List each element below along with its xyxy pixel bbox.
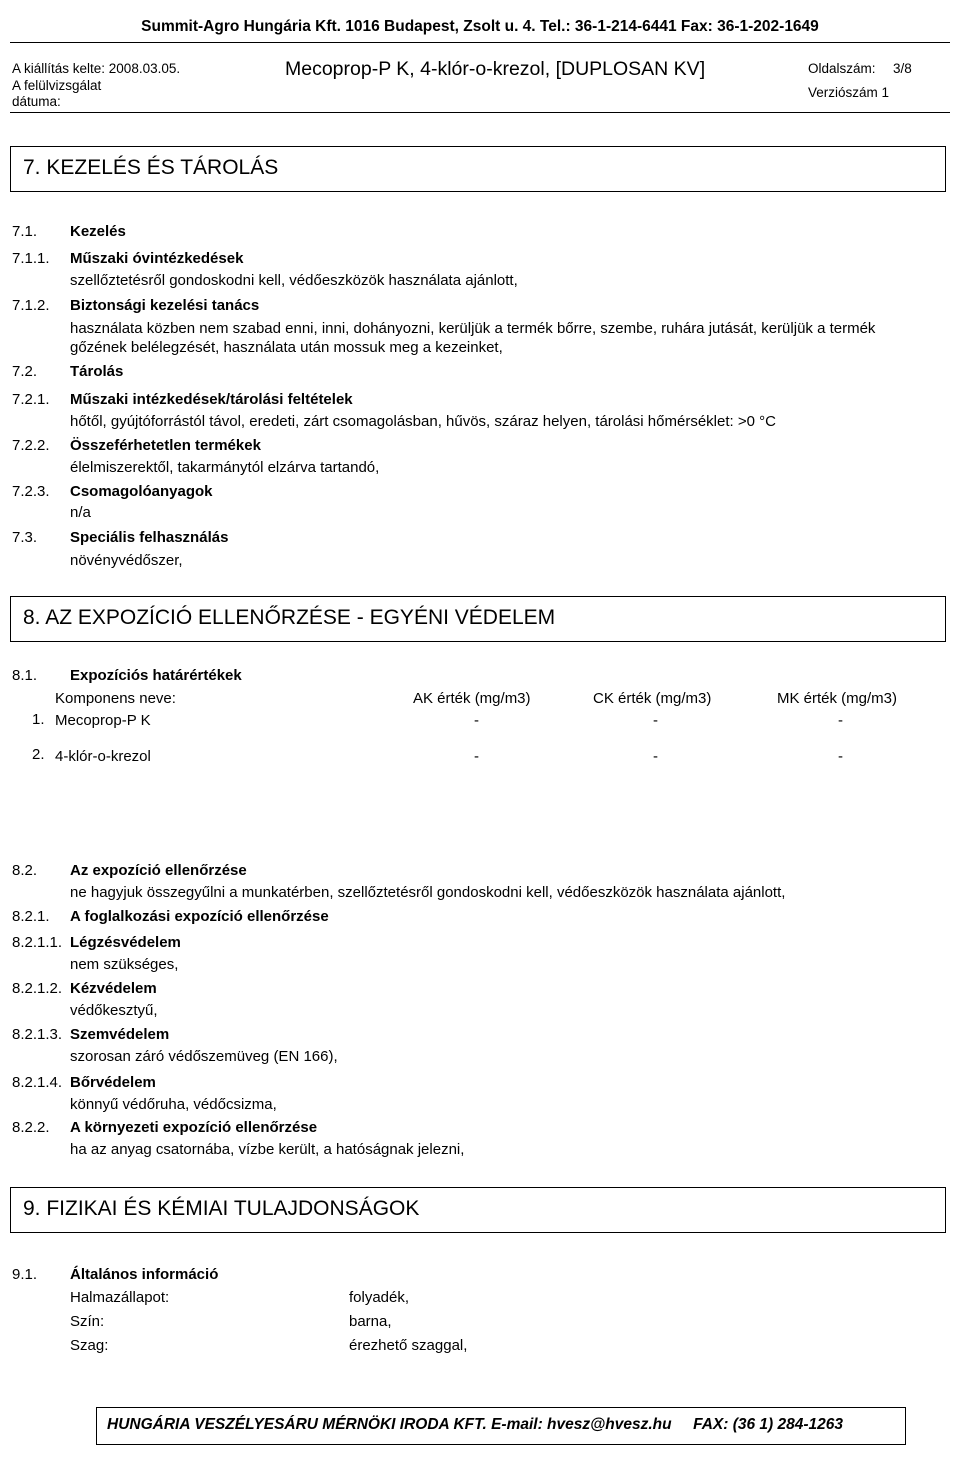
s822-text: ha az anyag csatornába, vízbe került, a hatóságnak jelezni,	[70, 1141, 465, 1158]
property-value: barna,	[349, 1313, 392, 1330]
s71-number: 7.1.	[12, 223, 38, 240]
s72-number: 7.2.	[12, 363, 38, 380]
page-label: Oldalszám:	[808, 61, 876, 76]
s712-title: Biztonsági kezelési tanács	[70, 297, 260, 314]
footer-box	[96, 1407, 906, 1445]
s822-number: 8.2.2.	[12, 1119, 50, 1136]
table-row-index: 2.	[32, 746, 45, 763]
table-row-mk: -	[838, 712, 843, 729]
s722-number: 7.2.2.	[12, 437, 50, 454]
revision-label-date: dátuma:	[12, 94, 61, 109]
s81-title: Expozíciós határértékek	[70, 667, 242, 684]
s73-text: növényvédőszer,	[70, 552, 183, 569]
s723-title: Csomagolóanyagok	[70, 483, 213, 500]
s822-title: A környezeti expozíció ellenőrzése	[70, 1119, 318, 1136]
s8211-number: 8.2.1.1.	[12, 934, 63, 951]
section-7-heading: 7. KEZELÉS ÉS TÁROLÁS	[23, 156, 279, 179]
s8212-title: Kézvédelem	[70, 980, 157, 997]
table-header-mk: MK érték (mg/m3)	[777, 690, 898, 707]
s82-text: ne hagyjuk összegyűlni a munkatérben, szellőztetésről gondoskodni kell, védőeszközök használata ajánlott,	[70, 884, 786, 901]
revision-label: A felülvizsgálat	[12, 78, 102, 93]
header-bottom-divider	[10, 112, 950, 113]
table-header-ck: CK érték (mg/m3)	[593, 690, 712, 707]
property-label: Szag:	[70, 1337, 109, 1354]
property-label: Szín:	[70, 1313, 105, 1330]
s73-number: 7.3.	[12, 529, 38, 546]
s721-number: 7.2.1.	[12, 391, 50, 408]
property-label: Halmazállapot:	[70, 1289, 170, 1306]
s91-number: 9.1.	[12, 1266, 38, 1283]
table-row-ck: -	[653, 712, 658, 729]
s81-number: 8.1.	[12, 667, 38, 684]
section-9-heading: 9. FIZIKAI ÉS KÉMIAI TULAJDONSÁGOK	[23, 1197, 420, 1220]
header-divider	[10, 42, 950, 43]
s712-text-line1: használata közben nem szabad enni, inni, dohányozni, kerüljük a termék bőrre, szembe, ruhára jutását, kerüljük a termék	[70, 320, 876, 337]
table-row-index: 1.	[32, 711, 45, 728]
property-value: érezhető szaggal,	[349, 1337, 468, 1354]
s711-number: 7.1.1.	[12, 250, 50, 267]
version-number: Verziószám 1	[808, 85, 890, 100]
s8213-text: szorosan záró védőszemüveg (EN 166),	[70, 1048, 338, 1065]
table-row-ak: -	[474, 748, 479, 765]
company-line: Summit-Agro Hungária Kft. 1016 Budapest, Zsolt u. 4. Tel.: 36-1-214-6441 Fax: 36-1-202-1649	[141, 18, 819, 35]
table-row-mk: -	[838, 748, 843, 765]
s721-title: Műszaki intézkedések/tárolási feltételek	[70, 391, 353, 408]
table-row-ck: -	[653, 748, 658, 765]
s82-title: Az expozíció ellenőrzése	[70, 862, 247, 879]
table-row-name: Mecoprop-P K	[55, 712, 151, 729]
table-row-ak: -	[474, 712, 479, 729]
s8212-number: 8.2.1.2.	[12, 980, 63, 997]
s711-text: szellőztetésről gondoskodni kell, védőeszközök használata ajánlott,	[70, 272, 518, 289]
s723-text: n/a	[70, 504, 91, 521]
s82-number: 8.2.	[12, 862, 38, 879]
s8214-number: 8.2.1.4.	[12, 1074, 63, 1091]
section-7-heading-box	[10, 146, 946, 192]
s91-title: Általános információ	[70, 1266, 219, 1283]
section-9-heading-box	[10, 1187, 946, 1233]
page-number: 3/8	[893, 61, 912, 76]
s8211-text: nem szükséges,	[70, 956, 179, 973]
s8211-title: Légzésvédelem	[70, 934, 181, 951]
s722-title: Összeférhetetlen termékek	[70, 437, 261, 454]
table-header-ak: AK érték (mg/m3)	[413, 690, 531, 707]
s72-title: Tárolás	[70, 363, 124, 380]
s722-text: élelmiszerektől, takarmánytól elzárva tartandó,	[70, 459, 380, 476]
s721-text: hőtől, gyújtóforrástól távol, eredeti, zárt csomagolásban, hűvös, száraz helyen, tárolási hőmérséklet: >0 °C	[70, 413, 776, 430]
s712-number: 7.1.2.	[12, 297, 50, 314]
property-value: folyadék,	[349, 1289, 410, 1306]
s71-title: Kezelés	[70, 223, 126, 240]
footer-text: HUNGÁRIA VESZÉLYESÁRU MÉRNÖKI IRODA KFT. E-mail: hvesz@hvesz.hu FAX: (36 1) 284-1263	[107, 1416, 844, 1433]
issue-date: A kiállítás kelte: 2008.03.05.	[12, 61, 181, 76]
section-8-heading-box	[10, 596, 946, 642]
s723-number: 7.2.3.	[12, 483, 50, 500]
s711-title: Műszaki óvintézkedések	[70, 250, 244, 267]
s8212-text: védőkesztyű,	[70, 1002, 158, 1019]
table-row-name: 4-klór-o-krezol	[55, 748, 151, 765]
s8214-title: Bőrvédelem	[70, 1074, 156, 1091]
s712-text-line2: gőzének belélegzését, használata után mossuk meg a kezeinket,	[70, 339, 503, 356]
s8213-title: Szemvédelem	[70, 1026, 170, 1043]
s73-title: Speciális felhasználás	[70, 529, 229, 546]
s8214-text: könnyű védőruha, védőcsizma,	[70, 1096, 277, 1113]
table-header-component: Komponens neve:	[55, 690, 176, 707]
section-8-heading: 8. AZ EXPOZÍCIÓ ELLENŐRZÉSE - EGYÉNI VÉDELEM	[23, 606, 556, 629]
document-title: Mecoprop-P K, 4-klór-o-krezol, [DUPLOSAN KV]	[285, 58, 706, 80]
s821-title: A foglalkozási expozíció ellenőrzése	[70, 908, 329, 925]
s821-number: 8.2.1.	[12, 908, 50, 925]
s8213-number: 8.2.1.3.	[12, 1026, 63, 1043]
